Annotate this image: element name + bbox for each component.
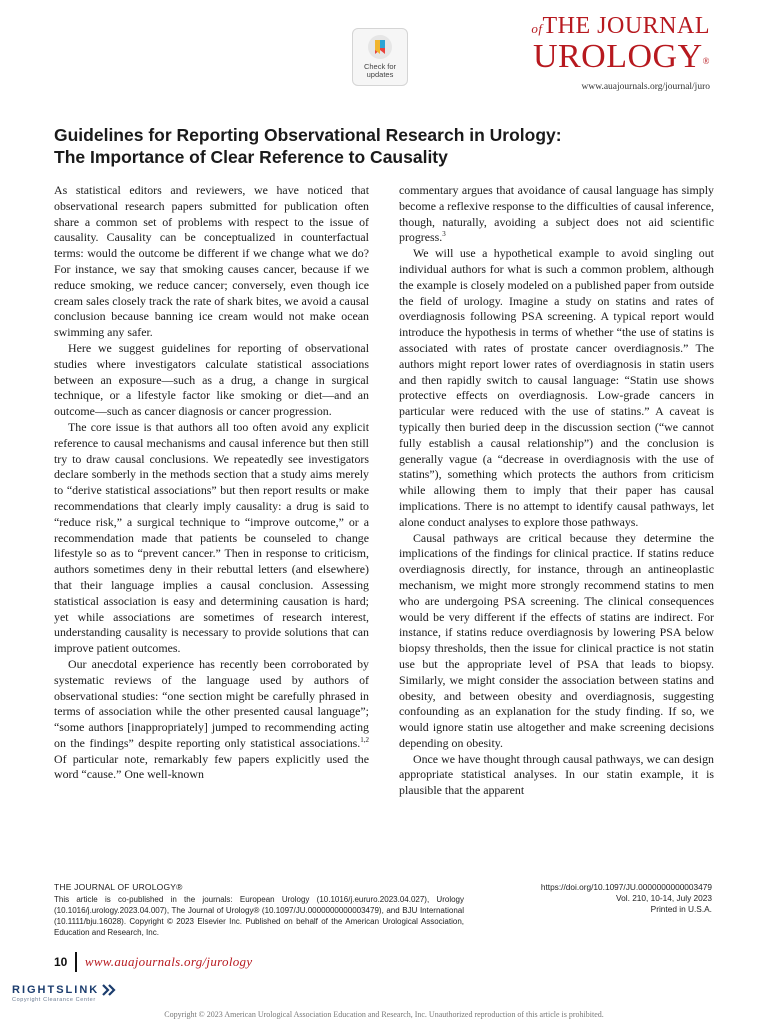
citation-ref[interactable]: 1,2 xyxy=(360,735,369,744)
paragraph: Here we suggest guidelines for reporting of observational studies where investigators calculate statistical associations between an exposure—such as a drug, a change in surgical technique, or a lifestyle factor like smoking or diet—and an outcome—such as cancer diagnosis or cancer progression. xyxy=(54,340,369,419)
paragraph: We will use a hypothetical example to avoid singling out individual authors for what is such a common problem, although the example is closely modeled on a published paper from outside the field of urology. Imagine a study on statins and rates of overdiagnosis following PSA screening. A typical report would introduce the hypothesis in terms of whether “the use of statins is associated with rates of prostate cancer overdiagnosis.” The authors might report lower rates of overdiagnosis in statin users and then rapidly switch to causal language: “Statin use shows protective effects on overdiagnosis. Low-grade cancers in particular were reduced with the use of statins.” A caveat is typically then buried deep in the discussion section (“we cannot fully establish a causal relationship”) and the conclusion is generally vague (a “decrease in overdiagnosis with the use of statins”), something which protects the authors from criticism while allowing them to imply that their paper has causal implications. There is no attempt to identify causal pathways, let alone conduct analyses to explore those pathways. xyxy=(399,246,714,529)
check-for-updates-badge[interactable] xyxy=(352,28,408,86)
page-footer xyxy=(54,952,252,972)
body-column-left xyxy=(54,183,369,783)
registered-mark: ® xyxy=(702,56,710,66)
double-chevron-icon xyxy=(101,984,117,996)
printed-info: Printed in U.S.A. xyxy=(650,904,712,914)
journal-logo xyxy=(470,14,710,73)
paragraph-text: Of particular note, remarkably few papers explicitly used the word “cause.” One well-known xyxy=(54,751,369,782)
rightslink-logo[interactable] xyxy=(12,984,117,1003)
article-title-line1: Guidelines for Reporting Observational Research in Urology: xyxy=(54,125,562,145)
citation-ref[interactable]: 3 xyxy=(442,230,446,239)
paragraph: Causal pathways are critical because they determine the implications of the findings for clinical practice. If statins reduce overdiagnosis directly, for instance, through an antineoplastic mechanism, we might more strongly recommend statins to men who are undergoing PSA screening. The clinical consequences would be very different if the effects of statins are indirect. For instance, if statins reduce overdiagnosis by lowering PSA below biopsy thresholds, then the issue for clinical practice is not statin use but the appropriate level of PSA that leads to biopsy. Similarly, we might consider the association between statins and obesity, and between obesity and overdiagnosis, suggesting confounding as an explanation for the study finding. If so, we would ignore statin use altogether and make screening decisions depending on obesity. xyxy=(399,530,714,750)
footer-journal-name: THE JOURNAL OF UROLOGY® xyxy=(54,882,183,892)
page-number: 10 xyxy=(54,955,68,969)
body-column-right xyxy=(399,183,714,799)
divider xyxy=(75,952,77,972)
rightslink-wordmark: RIGHTSLINK xyxy=(12,984,100,996)
crossmark-icon xyxy=(367,34,393,60)
footer-url[interactable]: www.auajournals.org/jurology xyxy=(84,954,253,969)
rightslink-subtitle: Copyright Clearance Center xyxy=(12,997,96,1003)
article-title xyxy=(54,124,714,168)
paragraph xyxy=(54,657,369,783)
paragraph: As statistical editors and reviewers, we have noticed that observational research papers submitted for publication often share a common set of problems with respect to the issue of causality. Causality can be conceptualized in counterfactual terms: would the outcome be different if we change what we do? For instance, we say that smoking causes cancer, because if we reduce smoking, we reduce cancer; conversely, even though ice cream sales closely track the rate of shark bites, we avoid a causal conclusion because banning ice cream would not make ocean swimming any safer. xyxy=(54,183,369,340)
journal-url[interactable]: www.auajournals.org/journal/juro xyxy=(581,82,710,92)
footer-citation-info xyxy=(462,882,712,915)
paragraph-text: commentary argues that avoidance of causal language has simply become a reflexive response to the difficulties of causal inference, though, naturally, avoiding a subject does not aid scientific progress. xyxy=(399,183,714,245)
paragraph: Once we have thought through causal pathways, we can design appropriate statistical analyses. In our statin example, it is plausible that the apparent xyxy=(399,751,714,798)
doi-link[interactable]: https://doi.org/10.1097/JU.0000000000003479 xyxy=(540,882,712,892)
copyright-notice: Copyright © 2023 American Urological Association Education and Research, Inc. Unauthorized reproduction of this article is prohibited. xyxy=(164,1010,604,1019)
badge-text: Check for updates xyxy=(363,62,397,79)
journal-logo-line2: UROLOGY xyxy=(532,38,703,75)
paragraph: The core issue is that authors all too often avoid any explicit reference to causal mechanisms and causal inference but then still try to draw causal conclusions. We repeatedly see investigators declare somberly in the methods section that a study aims merely to “derive statistical associations” but then report results or make recommendations that clearly imply causality: a drug is said to “reduce risk,” a surgical technique to “improve outcome,” or a recommendation made that patients be counseled to change lifestyle so as to “prevent cancer.” Then in response to criticism, authors sometimes deny in their rebuttal letters (and elsewhere) that their language implies a causal conclusion. Assessing statistical association is easy and determining causation is hard; yet while associations are sometimes of research interest, understanding causality is necessary to provide solutions that can improve patient outcomes. xyxy=(54,419,369,656)
journal-logo-of: of xyxy=(531,21,543,36)
journal-logo-line1: THE JOURNAL xyxy=(542,13,710,39)
paragraph xyxy=(399,183,714,246)
paragraph-text: Our anecdotal experience has recently been corroborated by systematic reviews of the language used by authors of observational studies: “one section might be carefully phrased in terms of association while the other presented causal language”; “some authors [inappropriately] jumped to recommending acting on the findings” despite reporting only statistical associations. xyxy=(54,656,369,750)
article-title-line2: The Importance of Clear Reference to Causality xyxy=(54,147,448,167)
volume-info: Vol. 210, 10-14, July 2023 xyxy=(616,893,712,903)
copub-note-text: This article is co-published in the journals: European Urology (10.1016/j.eururo.2023.04.027), Urology (10.1016/j.urology.2023.04.007), The Journal of Urology® (10.1097/JU.0000000000003479), and BJU International (10.1111/bju.16028). Copyright © 2023 Elsevier Inc. Published on behalf of the American Urological Association, Education and Research, Inc. xyxy=(54,895,464,937)
footer-copub-note xyxy=(54,882,464,938)
